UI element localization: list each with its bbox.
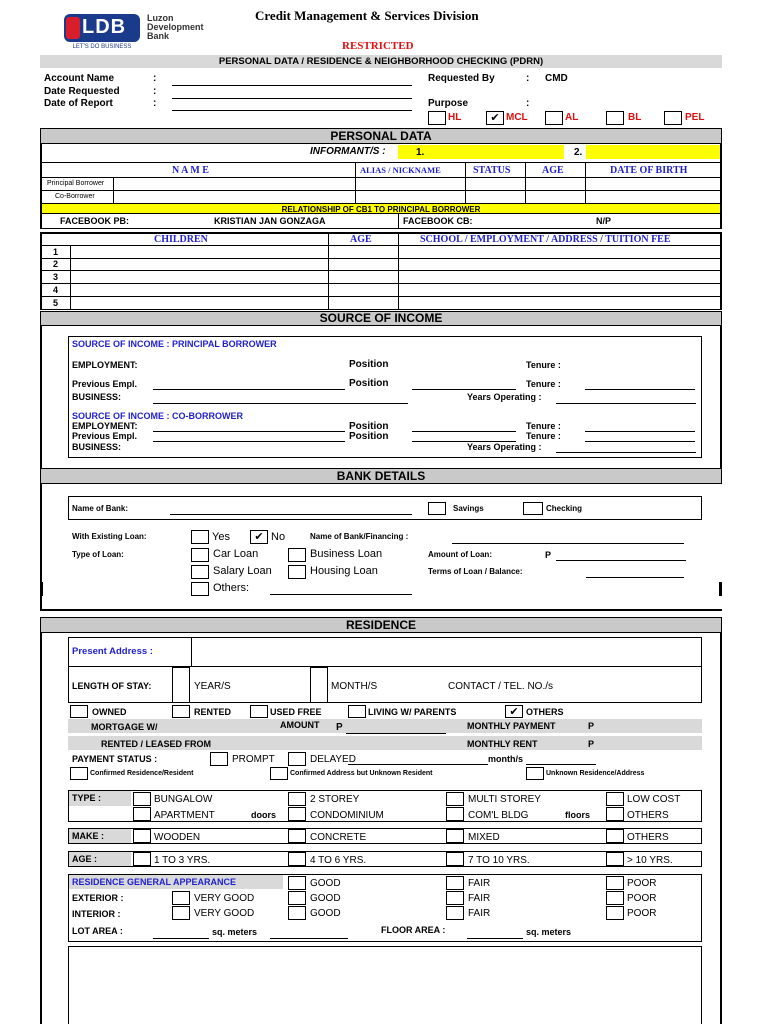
coml-bldg-checkbox[interactable]	[446, 807, 464, 821]
bank-name: Luzon Development Bank	[147, 13, 204, 41]
bungalow-checkbox[interactable]	[133, 792, 151, 806]
confirmed-res-checkbox[interactable]	[70, 767, 88, 780]
position-field[interactable]	[412, 431, 516, 432]
yes-label: Yes	[212, 531, 230, 543]
informant-2-field[interactable]	[586, 145, 720, 159]
date-requested-field[interactable]	[172, 98, 412, 99]
others-loan-checkbox[interactable]	[191, 582, 209, 596]
requested-by-label: Requested By	[428, 73, 495, 84]
years-field[interactable]	[172, 667, 190, 703]
concrete-checkbox[interactable]	[288, 829, 306, 843]
prompt-checkbox[interactable]	[210, 752, 228, 766]
date-requested-label: Date Requested	[44, 86, 120, 97]
business-loan-label: Business Loan	[310, 548, 383, 560]
exterior-poor-label: POOR	[627, 893, 657, 904]
lot-area-extra-field[interactable]	[270, 938, 348, 939]
age-4-label: > 10 YRS.	[627, 855, 673, 866]
bank-inner-box	[68, 496, 702, 520]
months-underline	[328, 702, 418, 703]
mortgage-label: MORTGAGE W/	[91, 722, 158, 732]
floor-area-field[interactable]	[467, 938, 523, 939]
business-field[interactable]	[153, 403, 408, 404]
residence-header: RESIDENCE	[40, 617, 722, 633]
exterior-label: EXTERIOR :	[72, 893, 124, 903]
children-header: CHILDREN	[154, 234, 208, 245]
informant-1-label: 1.	[416, 147, 425, 158]
monthly-rent-label: MONTHLY RENT	[467, 739, 538, 749]
purpose-pel-checkbox[interactable]	[664, 111, 682, 125]
child-row-number: 2	[53, 259, 59, 269]
others-loan-label: Others:	[213, 582, 250, 594]
age-1-label: 1 TO 3 YRS.	[154, 855, 211, 866]
checking-label: Checking	[546, 504, 583, 513]
salary-loan-label: Salary Loan	[213, 565, 272, 577]
purpose-bl-checkbox[interactable]	[606, 111, 624, 125]
apartment-checkbox[interactable]	[133, 807, 151, 821]
bank-details-header: BANK DETAILS	[40, 468, 722, 484]
employment-label: EMPLOYMENT:	[72, 421, 138, 431]
age-1-checkbox[interactable]	[133, 852, 151, 866]
exterior-good-label: GOOD	[310, 893, 341, 904]
years-operating-field[interactable]	[556, 452, 696, 453]
savings-label: Savings	[453, 504, 484, 513]
exterior-fair-checkbox[interactable]	[446, 891, 464, 905]
amount-peso: P	[545, 550, 552, 560]
col-dob: DATE OF BIRTH	[610, 165, 688, 176]
condominium-label: CONDOMINIUM	[310, 810, 384, 821]
income-cb-title: SOURCE OF INCOME : CO-BORROWER	[72, 411, 243, 421]
no-label: No	[271, 531, 286, 543]
purpose-mcl-label: MCL	[506, 112, 528, 123]
others-type-checkbox[interactable]	[606, 807, 624, 821]
years-operating-label: Years Operating :	[467, 442, 542, 452]
multi-storey-label: MULTI STOREY	[468, 794, 541, 805]
fair-label: FAIR	[468, 878, 491, 889]
housing-loan-label: Housing Loan	[310, 565, 378, 577]
terms-label: Terms of Loan / Balance:	[428, 567, 523, 576]
col-name: N A M E	[172, 165, 209, 176]
length-of-stay-label: LENGTH OF STAY:	[72, 681, 152, 691]
tenure-field[interactable]	[585, 389, 695, 390]
interior-poor-checkbox[interactable]	[606, 906, 624, 920]
savings-checkbox[interactable]	[428, 502, 446, 515]
colon: :	[153, 86, 157, 97]
colon: :	[153, 73, 157, 84]
purpose-mcl-checkbox[interactable]: ✔	[486, 111, 504, 125]
amount-field[interactable]	[346, 733, 446, 734]
principal-borrower-label: Principal Borrower	[47, 180, 105, 187]
position-label: Position	[349, 378, 389, 389]
mixed-label: MIXED	[468, 832, 500, 843]
interior-poor-label: POOR	[627, 908, 657, 919]
child-row-number: 4	[53, 285, 59, 295]
low-cost-checkbox[interactable]	[606, 792, 624, 806]
logo-accent-icon	[66, 17, 80, 39]
tenure-label: Tenure :	[526, 379, 561, 389]
business-loan-checkbox[interactable]	[288, 548, 306, 562]
make-label: MAKE :	[69, 829, 131, 843]
age-3-label: 7 TO 10 YRS.	[468, 855, 530, 866]
month-s-field[interactable]	[526, 764, 596, 765]
wooden-checkbox[interactable]	[133, 829, 151, 843]
children-age-header: AGE	[350, 234, 372, 245]
col-age: AGE	[542, 165, 564, 176]
child-row-number: 1	[53, 247, 59, 257]
purpose-pel-label: PEL	[685, 112, 705, 123]
interior-very-good-checkbox[interactable]	[172, 906, 190, 920]
col-status: STATUS	[473, 165, 511, 176]
purpose-hl-checkbox[interactable]	[428, 111, 446, 125]
name-bank-financing-field[interactable]	[452, 543, 684, 544]
months-label: MONTH/S	[331, 681, 378, 692]
rented-leased-label: RENTED / LEASED FROM	[101, 739, 212, 749]
others-residence-checkbox[interactable]: ✔	[505, 705, 523, 718]
business-label: BUSINESS:	[72, 392, 122, 402]
coml-bldg-label: COM'L BLDG	[468, 810, 529, 821]
years-operating-label: Years Operating :	[467, 392, 542, 402]
bank-logo	[62, 14, 142, 58]
amount-peso: P	[336, 722, 343, 733]
age-label: AGE :	[69, 852, 131, 866]
exterior-very-good-checkbox[interactable]	[172, 891, 190, 905]
purpose-hl-label: HL	[448, 112, 462, 123]
terms-field[interactable]	[586, 577, 684, 578]
used-free-checkbox[interactable]	[250, 705, 268, 718]
tenure-label: Tenure :	[526, 431, 561, 441]
division-title: Credit Management & Services Division	[255, 8, 479, 23]
floor-area-unit: sq. meters	[526, 927, 572, 937]
delayed-field[interactable]	[348, 764, 488, 765]
logo-tagline: LET'S DO BUSINESS	[72, 44, 132, 50]
others-type-label: OTHERS	[627, 810, 669, 821]
facebook-cb-value[interactable]: N/P	[596, 216, 612, 226]
rented-label: RENTED	[194, 707, 232, 717]
existing-loan-label: With Existing Loan:	[72, 532, 147, 541]
colon: :	[526, 73, 530, 84]
business-label: BUSINESS:	[72, 442, 122, 452]
poor-checkbox[interactable]	[606, 876, 624, 890]
employment-label: EMPLOYMENT:	[72, 360, 138, 370]
others-residence-label: OTHERS	[526, 707, 564, 717]
housing-loan-checkbox[interactable]	[288, 565, 306, 579]
lot-area-label: LOT AREA :	[72, 926, 123, 936]
employment-field[interactable]	[153, 431, 345, 432]
age-4-checkbox[interactable]	[606, 852, 624, 866]
fair-checkbox[interactable]	[446, 876, 464, 890]
form-title: PERSONAL DATA / RESIDENCE & NEIGHBORHOOD CHECKING (PDRN)	[40, 55, 722, 68]
date-of-report-label: Date of Report	[44, 98, 113, 109]
contact-label: CONTACT / TEL. NO./s	[448, 681, 554, 692]
delayed-checkbox[interactable]	[288, 752, 306, 766]
prev-empl-field[interactable]	[153, 441, 345, 442]
purpose-al-label: AL	[565, 112, 579, 123]
logo-text: LDB	[82, 16, 127, 38]
no-checkbox[interactable]: ✔	[250, 530, 268, 544]
mortgage-row	[68, 719, 702, 733]
name-of-bank-field[interactable]	[170, 514, 412, 515]
owned-label: OWNED	[92, 707, 127, 717]
child-row-number: 5	[53, 298, 59, 308]
source-of-income-header: SOURCE OF INCOME	[40, 311, 722, 326]
exterior-poor-checkbox[interactable]	[606, 891, 624, 905]
owned-checkbox[interactable]	[70, 705, 88, 718]
yes-checkbox[interactable]	[191, 530, 209, 544]
amount-of-loan-field[interactable]	[556, 560, 686, 561]
exterior-fair-label: FAIR	[468, 893, 491, 904]
apartment-label: APARTMENT	[154, 810, 215, 821]
tenure-field[interactable]	[585, 441, 695, 442]
car-loan-label: Car Loan	[213, 548, 259, 560]
lot-area-unit: sq. meters	[212, 927, 258, 937]
age-2-checkbox[interactable]	[288, 852, 306, 866]
prev-empl-label: Previous Empl.	[72, 431, 138, 441]
facebook-pb-label: FACEBOOK PB:	[60, 216, 130, 226]
facebook-cb-label: FACEBOOK CB:	[403, 216, 473, 226]
others-make-checkbox[interactable]	[606, 829, 624, 843]
exterior-good-checkbox[interactable]	[288, 891, 306, 905]
month-s-label: month/s	[488, 754, 523, 764]
bank-left-tick	[40, 582, 43, 596]
colon: :	[153, 98, 157, 109]
stay-box	[68, 667, 702, 703]
facebook-pb-value[interactable]: KRISTIAN JAN GONZAGA	[214, 216, 326, 226]
restricted-label: RESTRICTED	[342, 40, 414, 52]
checking-checkbox[interactable]	[523, 502, 543, 515]
lot-area-field[interactable]	[153, 938, 209, 939]
years-underline	[190, 702, 288, 703]
salary-loan-checkbox[interactable]	[191, 565, 209, 579]
amount-of-loan-label: Amount of Loan:	[428, 550, 492, 559]
bank-right-tick	[719, 582, 722, 596]
exterior-very-good-label: VERY GOOD	[194, 893, 255, 904]
mixed-checkbox[interactable]	[446, 829, 464, 843]
wooden-label: WOODEN	[154, 832, 201, 843]
two-storey-label: 2 STOREY	[310, 794, 360, 805]
present-address-box	[68, 637, 702, 667]
amount-label: AMOUNT	[280, 720, 320, 730]
unknown-res-checkbox[interactable]	[526, 767, 544, 780]
type-label: TYPE :	[69, 791, 131, 806]
interior-very-good-label: VERY GOOD	[194, 908, 255, 919]
monthly-payment-peso: P	[588, 721, 595, 731]
income-pb-title: SOURCE OF INCOME : PRINCIPAL BORROWER	[72, 339, 277, 349]
co-borrower-label: Co-Borrower	[55, 193, 95, 200]
monthly-payment-label: MONTHLY PAYMENT	[467, 721, 556, 731]
two-storey-checkbox[interactable]	[288, 792, 306, 806]
doors-label: doors	[251, 810, 277, 820]
others-make-label: OTHERS	[627, 832, 669, 843]
age-2-label: 4 TO 6 YRS.	[310, 855, 367, 866]
monthly-rent-peso: P	[588, 739, 595, 749]
rented-checkbox[interactable]	[172, 705, 190, 718]
living-parents-label: LIVING W/ PARENTS	[368, 707, 457, 717]
floors-label: floors	[565, 810, 591, 820]
account-name-label: Account Name	[44, 73, 115, 84]
condominium-checkbox[interactable]	[288, 807, 306, 821]
unknown-res-label: Unknown Residence/Address	[546, 770, 645, 777]
bungalow-label: BUNGALOW	[154, 794, 213, 805]
payment-status-label: PAYMENT STATUS :	[72, 754, 158, 764]
informants-label: INFORMANT/S :	[310, 146, 386, 157]
requested-by-value[interactable]: CMD	[545, 73, 568, 84]
tenure-label: Tenure :	[526, 360, 561, 370]
low-cost-label: LOW COST	[627, 794, 681, 805]
good-label: GOOD	[310, 878, 341, 889]
tenure-field[interactable]	[585, 431, 695, 432]
floor-area-label: FLOOR AREA :	[381, 925, 446, 935]
name-bank-financing-label: Name of Bank/Financing :	[310, 532, 409, 541]
months-field[interactable]	[310, 667, 328, 703]
type-of-loan-label: Type of Loan:	[72, 550, 124, 559]
poor-label: POOR	[627, 878, 657, 889]
interior-fair-checkbox[interactable]	[446, 906, 464, 920]
school-header: SCHOOL / EMPLOYMENT / ADDRESS / TUITION FEE	[420, 234, 671, 245]
present-address-label: Present Address :	[72, 646, 153, 657]
delayed-label: DELAYED	[310, 754, 356, 765]
personal-data-header: PERSONAL DATA	[40, 128, 722, 144]
interior-good-checkbox[interactable]	[288, 906, 306, 920]
purpose-al-checkbox[interactable]	[545, 111, 563, 125]
multi-storey-checkbox[interactable]	[446, 792, 464, 806]
good-checkbox[interactable]	[288, 876, 306, 890]
years-label: YEAR/S	[194, 681, 231, 692]
date-of-report-field[interactable]	[172, 110, 412, 111]
account-name-field[interactable]	[172, 85, 412, 86]
informant-2-label: 2.	[574, 147, 583, 158]
prompt-label: PROMPT	[232, 754, 275, 765]
confirmed-res-label: Confirmed Residence/Resident	[90, 770, 194, 777]
general-appearance-label: RESIDENCE GENERAL APPEARANCE	[69, 875, 283, 889]
age-3-checkbox[interactable]	[446, 852, 464, 866]
purpose-bl-label: BL	[628, 112, 642, 123]
interior-label: INTERIOR :	[72, 909, 121, 919]
confirmed-addr-label: Confirmed Address but Unknown Resident	[290, 770, 433, 777]
years-operating-field[interactable]	[556, 403, 696, 404]
name-of-bank-label: Name of Bank:	[72, 504, 129, 513]
position-label: Position	[349, 421, 389, 432]
confirmed-addr-checkbox[interactable]	[270, 767, 288, 780]
colon: :	[526, 98, 530, 109]
child-row-number: 3	[53, 272, 59, 282]
concrete-label: CONCRETE	[310, 832, 367, 843]
interior-good-label: GOOD	[310, 908, 341, 919]
position-label: Position	[349, 431, 389, 442]
position-label: Position	[349, 359, 389, 370]
used-free-label: USED FREE	[270, 707, 322, 717]
relationship-bar: RELATIONSHIP OF CB1 TO PRINCIPAL BORROWER	[42, 203, 720, 214]
car-loan-checkbox[interactable]	[191, 548, 209, 562]
purpose-label: Purpose	[428, 98, 469, 109]
col-alias: ALIAS / NICKNAME	[360, 165, 441, 175]
others-loan-field[interactable]	[270, 594, 412, 595]
interior-fair-label: FAIR	[468, 908, 491, 919]
prev-empl-field[interactable]	[153, 389, 345, 390]
tenure-label: Tenure :	[526, 421, 561, 431]
position-field[interactable]	[412, 389, 516, 390]
prev-empl-label: Previous Empl.	[72, 379, 138, 389]
living-parents-checkbox[interactable]	[348, 705, 366, 718]
bottom-box	[68, 946, 702, 1024]
